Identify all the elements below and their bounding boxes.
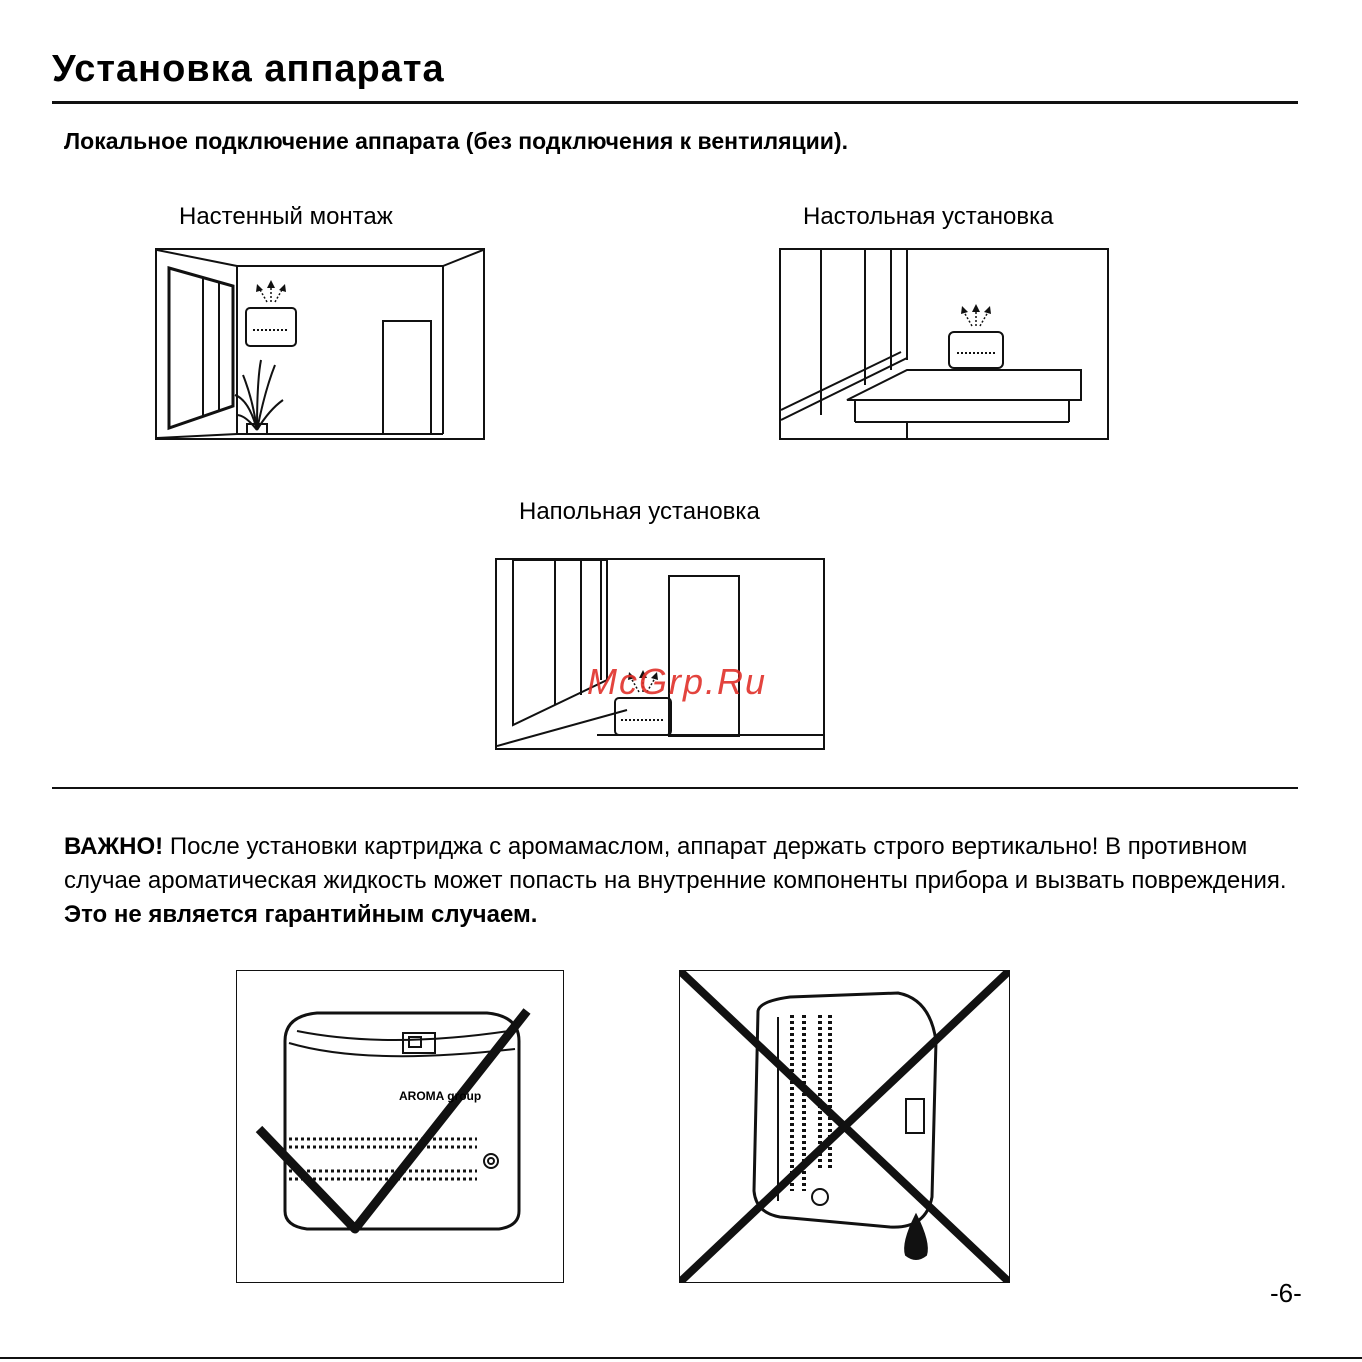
caption-wall-mount: Настенный монтаж — [179, 203, 393, 230]
notice-text: После установки картриджа с аромамаслом, аппарат держать строго вертикально! В противном случае ароматическая жидкость может попасть на внутренние компоненты прибора и вызвать повреждения. — [64, 833, 1287, 894]
warranty-text: Это не является гарантийным случаем. — [64, 901, 538, 928]
section-subtitle: Локальное подключение аппарата (без подключения к вентиляции). — [64, 128, 848, 154]
page-title: Установка аппарата — [52, 48, 445, 90]
device-brand-label: AROMA group — [399, 1089, 482, 1103]
important-label: ВАЖНО! — [64, 833, 164, 860]
title-divider — [52, 101, 1298, 104]
wall-mount-illustration — [155, 248, 485, 440]
caption-floor-install: Напольная установка — [519, 498, 760, 525]
bottom-rule — [0, 1357, 1362, 1359]
section-divider — [52, 787, 1298, 789]
page-number: -6- — [1270, 1278, 1302, 1308]
wrong-orientation-illustration — [679, 970, 1010, 1283]
table-install-illustration — [779, 248, 1109, 440]
correct-orientation-illustration — [236, 970, 564, 1283]
floor-install-illustration — [495, 558, 825, 750]
caption-table-install: Настольная установка — [803, 203, 1054, 230]
watermark: McGrp.Ru — [587, 661, 768, 702]
important-notice — [64, 830, 1314, 932]
